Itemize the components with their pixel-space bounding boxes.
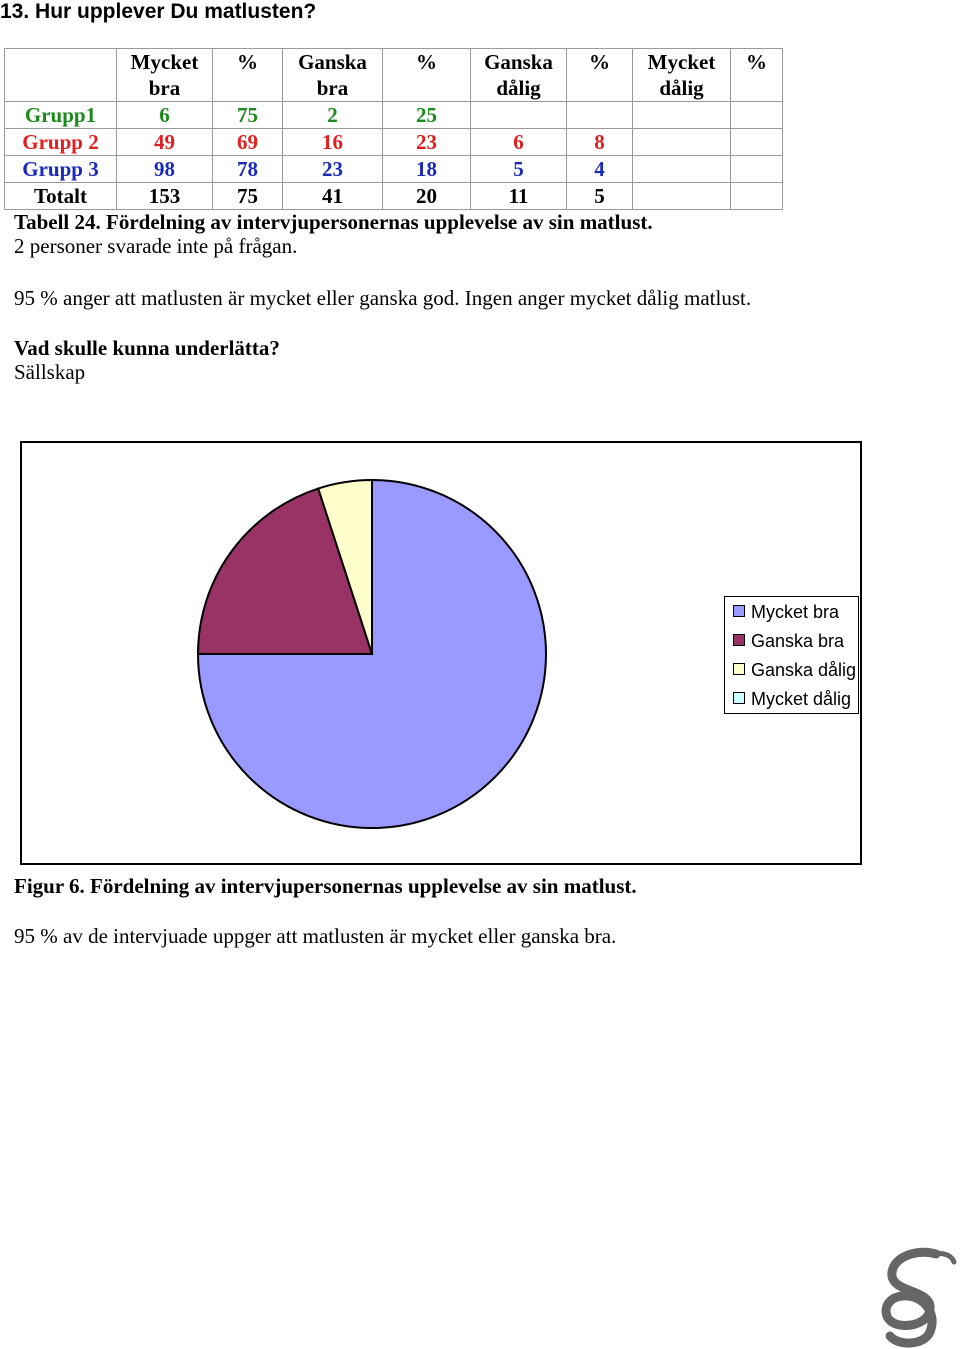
table-header-line: Mycket (647, 50, 716, 74)
legend-swatch (733, 663, 745, 675)
table-cell: 23 (283, 156, 383, 183)
table-cell: 5 (567, 183, 633, 210)
row-label: Grupp 3 (5, 156, 117, 183)
table-cell: 2 (283, 102, 383, 129)
table-header-line: % (746, 50, 767, 74)
table-header-line: Ganska (298, 50, 367, 74)
table-cell: 25 (383, 102, 471, 129)
table-cell: 8 (567, 129, 633, 156)
table-cell: 78 (213, 156, 283, 183)
table-cell: 153 (117, 183, 213, 210)
legend-swatch (733, 605, 745, 617)
row-label: Totalt (5, 183, 117, 210)
table-cell: 11 (471, 183, 567, 210)
legend-item (733, 688, 851, 710)
table-header-line: % (589, 50, 610, 74)
question-text: Vad skulle kunna underlätta? (14, 336, 280, 360)
table-cell: 75 (213, 183, 283, 210)
table-header-line: dålig (659, 76, 704, 100)
table-cell: 41 (283, 183, 383, 210)
table-caption: Tabell 24. Fördelning av intervjupersonernas upplevelse av sin matlust. (14, 210, 653, 234)
table-header-line: dålig (496, 76, 541, 100)
table-cell: 20 (383, 183, 471, 210)
summary-text: 95 % anger att matlusten är mycket eller ganska god. Ingen anger mycket dålig matlust. (14, 286, 752, 310)
legend-item (733, 659, 856, 681)
table-header-line: % (237, 50, 258, 74)
chart-legend (724, 596, 859, 714)
legend-label: Mycket dålig (751, 689, 852, 709)
table-cell: 16 (283, 129, 383, 156)
missing-note: 2 personer svarade inte på frågan. (14, 234, 298, 258)
table-header-line: % (416, 50, 437, 74)
answer-text: Sällskap (14, 360, 86, 384)
legend-label: Mycket bra (751, 602, 840, 622)
legend-swatch (733, 634, 745, 646)
row-label: Grupp 2 (5, 129, 117, 156)
table-header-line: Ganska (484, 50, 553, 74)
legend-label: Ganska dålig (751, 660, 857, 680)
table-cell: 49 (117, 129, 213, 156)
table-cell: 4 (567, 156, 633, 183)
table-cell: 98 (117, 156, 213, 183)
table-cell: 75 (213, 102, 283, 129)
legend-swatch (733, 692, 745, 704)
conclusion-text: 95 % av de intervjuade uppger att matlusten är mycket eller ganska bra. (14, 924, 617, 948)
table-cell: 6 (471, 129, 567, 156)
table-cell: 18 (383, 156, 471, 183)
table-header-line: bra (316, 76, 349, 100)
table-cell: 5 (471, 156, 567, 183)
table-cell: 69 (213, 129, 283, 156)
table-cell: 6 (117, 102, 213, 129)
legend-item (733, 630, 844, 652)
legend-label: Ganska bra (751, 631, 845, 651)
table-header-line: Mycket bra (130, 50, 199, 100)
row-label: Grupp1 (5, 102, 117, 129)
legend-item (733, 601, 839, 623)
figure-caption: Figur 6. Fördelning av intervjupersonernas upplevelse av sin matlust. (14, 874, 637, 898)
publisher-logo (876, 1246, 960, 1349)
table-cell: 23 (383, 129, 471, 156)
section-heading: 13. Hur upplever Du matlusten? (0, 0, 317, 23)
